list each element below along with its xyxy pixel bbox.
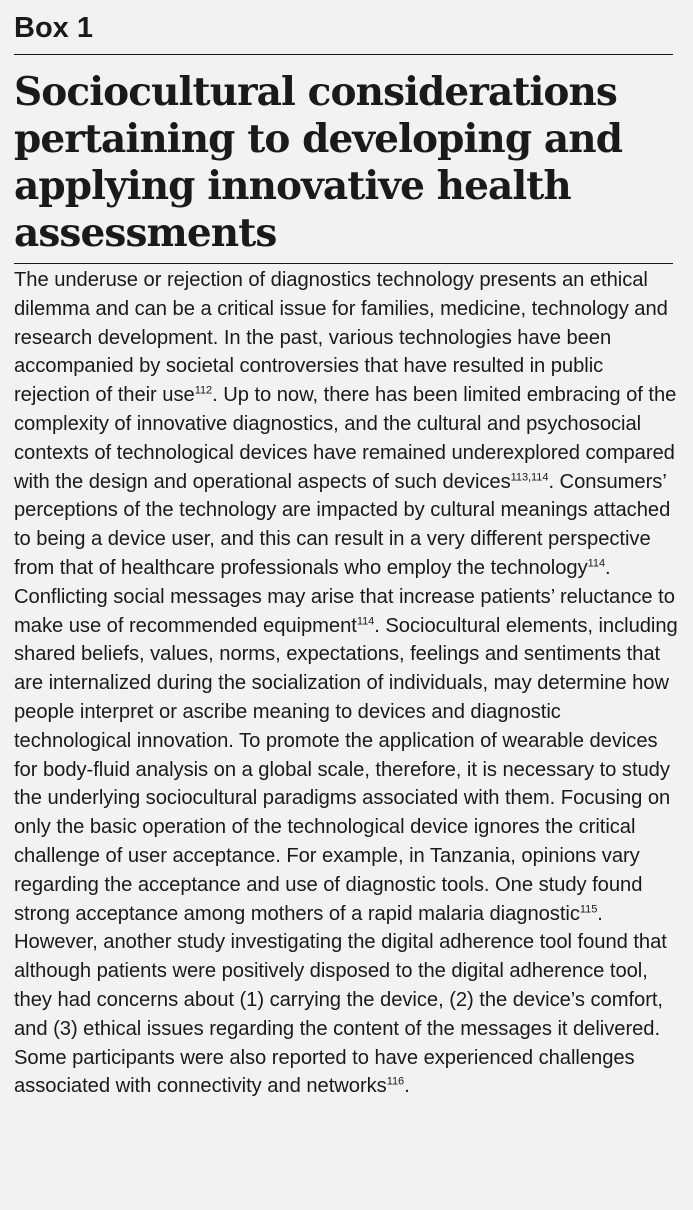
body-text: . Sociocultural elements, including shared beliefs, values, norms, expectations, feelings and sentiments that are internalized during the socialization of individuals, may determine how people interpret or ascribe meaning to devices and diagnostic technological innovation. To promote the application of wearable devices for body-fluid analysis on a global scale, therefore, it is necessary to study the underlying sociocultural paradigms associated with them. Focusing on only the basic operation of the technological device ignores the critical challenge of user acceptance. For example, in Tanzania, opinions vary regarding the acceptance and use of diagnostic tools. One study found strong acceptance among mothers of a rapid malaria diagnostic xyxy=(14,614,678,925)
reference-superscript: 114 xyxy=(356,614,375,627)
body-text: The underuse or rejection of diagnostics technology presents an ethical dilemma and can be a critical issue for families, medicine, technology and research development. In the past, various technologies have been accompanied by societal controversies that have resulted in public rejection of their use xyxy=(14,269,668,407)
reference-superscript: 114 xyxy=(587,557,606,570)
body-text: . However, another study investigating the digital adherence tool found that although patients were positively disposed to the digital adherence tool, they had concerns about (1) carrying the device, (2) the device’s comfort, and (3) ethical issues regarding the content of the messages it delivered. Some participants were also reported to have experienced challenges associated with connectivity and networks xyxy=(14,902,667,1098)
box-title: Sociocultural considerations pertaining to developing and applying innovative health assessments xyxy=(14,69,673,264)
body-text: . Conflicting social messages may arise that increase patients’ reluctance to make use of recommended equipment xyxy=(14,556,675,637)
body-text: . Consumers’ perceptions of the technology are impacted by cultural meanings attached to being a device user, and this can result in a very different perspective from that of healthcare professionals who employ the technology xyxy=(14,470,671,579)
box-label: Box 1 xyxy=(14,0,673,55)
reference-superscript: 113,114 xyxy=(510,470,549,483)
reference-superscript: 116 xyxy=(386,1075,405,1088)
reference-superscript: 115 xyxy=(579,902,598,915)
body-text: . Up to now, there has been limited embracing of the complexity of innovative diagnostics, and the cultural and psychosocial contexts of technological devices have remained underexplored compared with the design and operational aspects of such devices xyxy=(14,384,677,493)
box-body xyxy=(14,264,679,1101)
reference-superscript: 112 xyxy=(194,384,213,397)
body-text: . xyxy=(404,1075,410,1098)
